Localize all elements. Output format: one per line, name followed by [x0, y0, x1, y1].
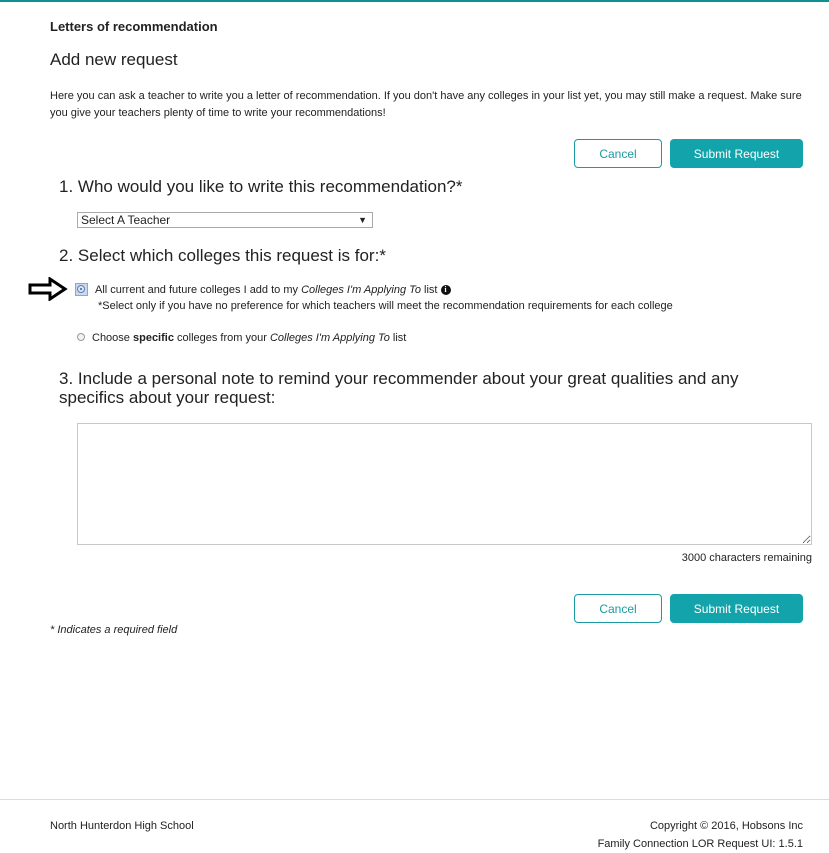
- cancel-button-bottom[interactable]: Cancel: [574, 594, 662, 623]
- question-note-label: 3. Include a personal note to remind your recommender about your great qualities and any specifics about your request:: [59, 369, 739, 407]
- info-circle-icon[interactable]: i: [441, 285, 451, 295]
- option-specific-colleges-label[interactable]: [92, 332, 406, 344]
- footer-version: Family Connection LOR Request UI: 1.5.1: [597, 838, 803, 850]
- option-specific-list-name: Colleges I'm Applying To: [269, 332, 390, 344]
- cancel-button-top[interactable]: Cancel: [574, 139, 662, 168]
- top-accent-bar: [0, 0, 829, 2]
- radio-specific-colleges[interactable]: [77, 333, 85, 341]
- personal-note-textarea[interactable]: [77, 423, 812, 545]
- footer-school-name: North Hunterdon High School: [50, 820, 194, 832]
- option-specific-bold: specific: [132, 332, 174, 344]
- arrow-right-outline-icon: [28, 277, 68, 301]
- section-title: Letters of recommendation: [50, 19, 218, 34]
- footer-divider: [0, 799, 829, 800]
- question-colleges-label: 2. Select which colleges this request is for:*: [59, 246, 386, 265]
- chars-remaining: 3000 characters remaining: [681, 552, 812, 564]
- intro-text: Here you can ask a teacher to write you a letter of recommendation. If you don't have any colleges in your list yet, you may still make a request. Make sure you give your teachers plenty of time to write your recommendations!: [50, 90, 802, 119]
- teacher-select[interactable]: [77, 212, 373, 228]
- submit-request-button-top[interactable]: Submit Request: [670, 139, 803, 168]
- question-teacher-label: 1. Who would you like to write this recommendation?*: [59, 177, 463, 196]
- option-specific-prefix: Choose: [92, 332, 133, 344]
- submit-request-button-bottom[interactable]: Submit Request: [670, 594, 803, 623]
- option-all-list-name: Colleges I'm Applying To: [301, 284, 421, 296]
- option-specific-suffix: list: [389, 332, 407, 344]
- required-field-note: * Indicates a required field: [50, 624, 178, 636]
- chevron-down-icon: ▼: [358, 215, 367, 225]
- teacher-select-value: Select A Teacher: [81, 213, 171, 227]
- footer-copyright: Copyright © 2016, Hobsons Inc: [649, 820, 803, 832]
- option-all-colleges-label[interactable]: [95, 284, 451, 296]
- option-all-suffix: list: [420, 284, 438, 296]
- radio-all-colleges[interactable]: [77, 285, 85, 293]
- option-all-hint: *Select only if you have no preference for which teachers will meet the recommendation requirements for each college: [98, 300, 673, 312]
- option-specific-middle: colleges from your: [173, 332, 270, 344]
- option-all-prefix: All current and future colleges I add to my: [95, 284, 302, 296]
- page-title: Add new request: [50, 50, 178, 69]
